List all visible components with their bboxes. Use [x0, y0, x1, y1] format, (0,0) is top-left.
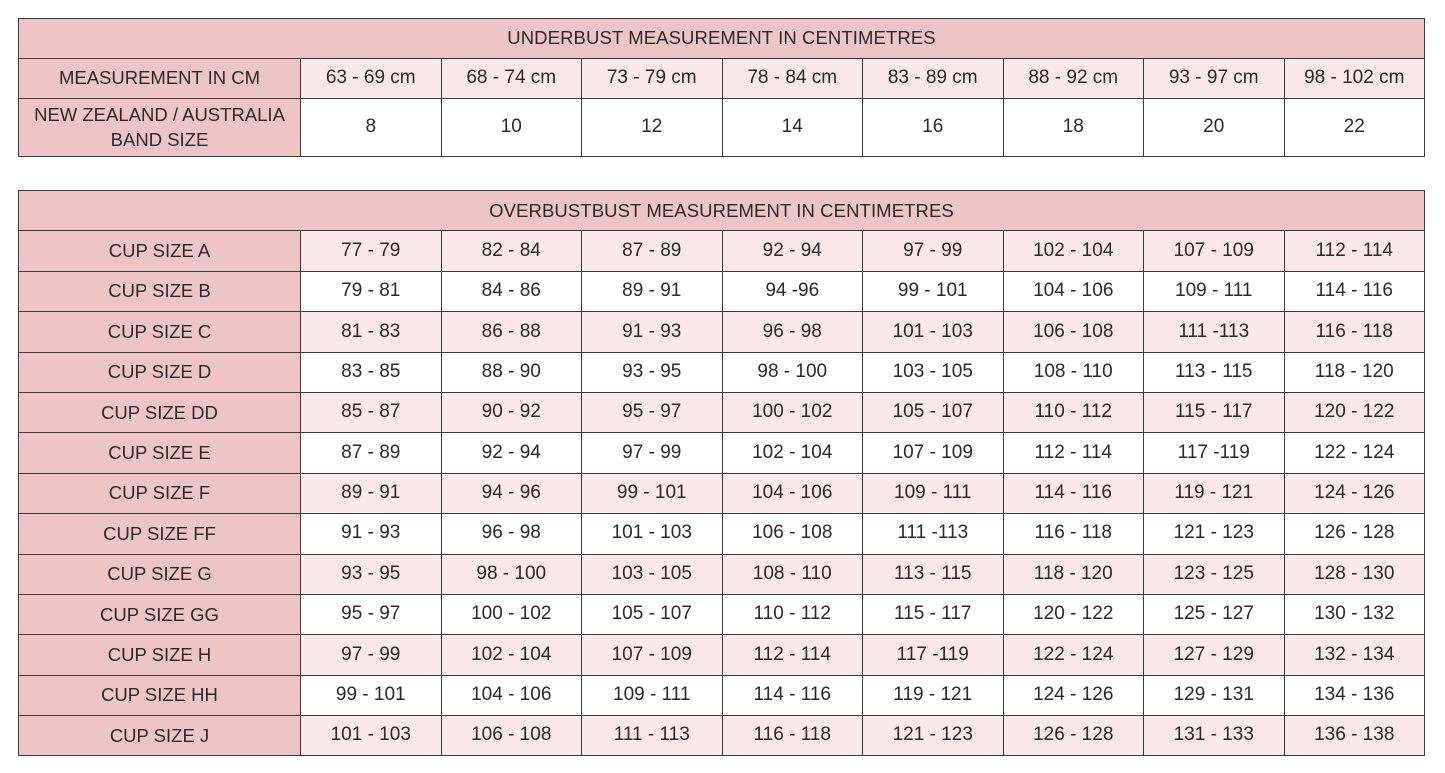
overbust-cell: 122 - 124 — [1284, 433, 1425, 473]
measurement-cell: 88 - 92 cm — [1003, 59, 1144, 99]
overbust-cell: 131 - 133 — [1144, 716, 1285, 756]
overbust-cell: 77 - 79 — [301, 231, 442, 271]
overbust-cell: 103 - 105 — [582, 554, 723, 594]
cup-size-row — [19, 716, 1425, 756]
overbust-cell: 97 - 99 — [301, 635, 442, 675]
overbust-cell: 101 - 103 — [301, 716, 442, 756]
cup-size-row — [19, 554, 1425, 594]
overbust-cell: 128 - 130 — [1284, 554, 1425, 594]
overbust-cell: 118 - 120 — [1003, 554, 1144, 594]
overbust-cell: 115 - 117 — [863, 594, 1004, 634]
overbust-cell: 110 - 112 — [722, 594, 863, 634]
overbust-cell: 105 - 107 — [582, 594, 723, 634]
overbust-cell: 99 - 101 — [301, 675, 442, 715]
overbust-cell: 120 - 122 — [1284, 392, 1425, 432]
overbust-cell: 129 - 131 — [1144, 675, 1285, 715]
overbust-cell: 84 - 86 — [441, 271, 582, 311]
overbust-cell: 124 - 126 — [1003, 675, 1144, 715]
overbust-cell: 112 - 114 — [1284, 231, 1425, 271]
cup-size-row — [19, 473, 1425, 513]
overbust-cell: 121 - 123 — [863, 716, 1004, 756]
measurement-row — [19, 59, 1425, 99]
overbust-cell: 104 - 106 — [441, 675, 582, 715]
overbust-cell: 97 - 99 — [863, 231, 1004, 271]
overbust-cell: 90 - 92 — [441, 392, 582, 432]
cup-size-label: CUP SIZE B — [19, 271, 301, 311]
cup-size-label: CUP SIZE FF — [19, 514, 301, 554]
overbust-cell: 92 - 94 — [441, 433, 582, 473]
overbust-cell: 108 - 110 — [1003, 352, 1144, 392]
overbust-cell: 102 - 104 — [1003, 231, 1144, 271]
overbust-cell: 127 - 129 — [1144, 635, 1285, 675]
overbust-cell: 91 - 93 — [301, 514, 442, 554]
overbust-cell: 136 - 138 — [1284, 716, 1425, 756]
overbust-cell: 111 -113 — [1144, 312, 1285, 352]
overbust-cell: 89 - 91 — [301, 473, 442, 513]
band-size-label-line2: BAND SIZE — [110, 128, 209, 150]
overbust-cell: 92 - 94 — [722, 231, 863, 271]
overbust-cell: 103 - 105 — [863, 352, 1004, 392]
overbust-cell: 114 - 116 — [722, 675, 863, 715]
overbust-cell: 119 - 121 — [863, 675, 1004, 715]
cup-size-row — [19, 271, 1425, 311]
overbust-title-row — [19, 191, 1425, 231]
overbust-cell: 117 -119 — [863, 635, 1004, 675]
overbust-cell: 96 - 98 — [441, 514, 582, 554]
cup-size-row — [19, 635, 1425, 675]
overbust-cell: 112 - 114 — [1003, 433, 1144, 473]
overbust-cell: 107 - 109 — [582, 635, 723, 675]
overbust-cell: 116 - 118 — [1003, 514, 1144, 554]
overbust-cell: 106 - 108 — [441, 716, 582, 756]
overbust-title: OVERBUSTBUST MEASUREMENT IN CENTIMETRES — [19, 191, 1425, 231]
overbust-cell: 97 - 99 — [582, 433, 723, 473]
cup-size-label: CUP SIZE G — [19, 554, 301, 594]
measurement-cell: 78 - 84 cm — [722, 59, 863, 99]
cup-size-row — [19, 312, 1425, 352]
band-size-cell: 8 — [301, 99, 442, 157]
overbust-cell: 121 - 123 — [1144, 514, 1285, 554]
overbust-cell: 106 - 108 — [1003, 312, 1144, 352]
cup-size-label: CUP SIZE J — [19, 716, 301, 756]
overbust-cell: 114 - 116 — [1284, 271, 1425, 311]
measurement-cell: 68 - 74 cm — [441, 59, 582, 99]
overbust-cell: 106 - 108 — [722, 514, 863, 554]
cup-size-label: CUP SIZE H — [19, 635, 301, 675]
overbust-cell: 105 - 107 — [863, 392, 1004, 432]
cup-size-label: CUP SIZE F — [19, 473, 301, 513]
band-size-cell: 18 — [1003, 99, 1144, 157]
cup-size-row — [19, 231, 1425, 271]
overbust-cell: 91 - 93 — [582, 312, 723, 352]
cup-size-row — [19, 514, 1425, 554]
overbust-cell: 81 - 83 — [301, 312, 442, 352]
cup-size-label: CUP SIZE DD — [19, 392, 301, 432]
underbust-title-row — [19, 19, 1425, 59]
overbust-cell: 119 - 121 — [1144, 473, 1285, 513]
band-size-cell: 10 — [441, 99, 582, 157]
overbust-cell: 79 - 81 — [301, 271, 442, 311]
overbust-cell: 123 - 125 — [1144, 554, 1285, 594]
cup-size-label: CUP SIZE E — [19, 433, 301, 473]
overbust-cell: 101 - 103 — [863, 312, 1004, 352]
overbust-cell: 115 - 117 — [1144, 392, 1285, 432]
overbust-cell: 113 - 115 — [1144, 352, 1285, 392]
overbust-cell: 101 - 103 — [582, 514, 723, 554]
underbust-title: UNDERBUST MEASUREMENT IN CENTIMETRES — [19, 19, 1425, 59]
overbust-cell: 116 - 118 — [1284, 312, 1425, 352]
overbust-cell: 118 - 120 — [1284, 352, 1425, 392]
overbust-cell: 107 - 109 — [863, 433, 1004, 473]
overbust-cell: 114 - 116 — [1003, 473, 1144, 513]
overbust-cell: 83 - 85 — [301, 352, 442, 392]
underbust-table — [18, 18, 1425, 157]
overbust-cell: 98 - 100 — [441, 554, 582, 594]
cup-size-label: CUP SIZE C — [19, 312, 301, 352]
overbust-cell: 125 - 127 — [1144, 594, 1285, 634]
overbust-cell: 122 - 124 — [1003, 635, 1144, 675]
overbust-cell: 87 - 89 — [301, 433, 442, 473]
cup-size-row — [19, 392, 1425, 432]
measurement-cell: 83 - 89 cm — [863, 59, 1004, 99]
overbust-cell: 108 - 110 — [722, 554, 863, 594]
overbust-cell: 104 - 106 — [722, 473, 863, 513]
overbust-cell: 134 - 136 — [1284, 675, 1425, 715]
measurement-label: MEASUREMENT IN CM — [19, 59, 301, 99]
band-size-label — [19, 99, 301, 157]
band-size-cell: 14 — [722, 99, 863, 157]
band-size-cell: 20 — [1144, 99, 1285, 157]
overbust-cell: 99 - 101 — [582, 473, 723, 513]
cup-size-label: CUP SIZE GG — [19, 594, 301, 634]
cup-size-row — [19, 433, 1425, 473]
cup-size-label: CUP SIZE HH — [19, 675, 301, 715]
cup-size-label: CUP SIZE A — [19, 231, 301, 271]
overbust-cell: 124 - 126 — [1284, 473, 1425, 513]
overbust-cell: 86 - 88 — [441, 312, 582, 352]
cup-size-row — [19, 594, 1425, 634]
overbust-cell: 98 - 100 — [722, 352, 863, 392]
overbust-cell: 102 - 104 — [722, 433, 863, 473]
overbust-cell: 126 - 128 — [1284, 514, 1425, 554]
overbust-cell: 130 - 132 — [1284, 594, 1425, 634]
overbust-cell: 93 - 95 — [582, 352, 723, 392]
overbust-table — [18, 190, 1425, 756]
measurement-cell: 63 - 69 cm — [301, 59, 442, 99]
band-size-label-line1: NEW ZEALAND / AUSTRALIA — [34, 104, 285, 126]
band-size-row — [19, 99, 1425, 157]
overbust-cell: 111 - 113 — [582, 716, 723, 756]
band-size-cell: 12 — [582, 99, 723, 157]
overbust-cell: 120 - 122 — [1003, 594, 1144, 634]
overbust-cell: 87 - 89 — [582, 231, 723, 271]
overbust-cell: 100 - 102 — [722, 392, 863, 432]
overbust-cell: 94 - 96 — [441, 473, 582, 513]
overbust-cell: 85 - 87 — [301, 392, 442, 432]
cup-size-label: CUP SIZE D — [19, 352, 301, 392]
overbust-cell: 99 - 101 — [863, 271, 1004, 311]
measurement-cell: 73 - 79 cm — [582, 59, 723, 99]
overbust-cell: 116 - 118 — [722, 716, 863, 756]
overbust-cell: 95 - 97 — [582, 392, 723, 432]
overbust-cell: 112 - 114 — [722, 635, 863, 675]
overbust-cell: 107 - 109 — [1144, 231, 1285, 271]
overbust-cell: 93 - 95 — [301, 554, 442, 594]
overbust-cell: 102 - 104 — [441, 635, 582, 675]
overbust-cell: 94 -96 — [722, 271, 863, 311]
overbust-cell: 96 - 98 — [722, 312, 863, 352]
overbust-cell: 109 - 111 — [582, 675, 723, 715]
cup-size-row — [19, 352, 1425, 392]
overbust-cell: 117 -119 — [1144, 433, 1285, 473]
overbust-cell: 89 - 91 — [582, 271, 723, 311]
overbust-cell: 88 - 90 — [441, 352, 582, 392]
cup-size-row — [19, 675, 1425, 715]
band-size-cell: 22 — [1284, 99, 1425, 157]
overbust-cell: 104 - 106 — [1003, 271, 1144, 311]
band-size-cell: 16 — [863, 99, 1004, 157]
overbust-cell: 82 - 84 — [441, 231, 582, 271]
overbust-cell: 109 - 111 — [863, 473, 1004, 513]
overbust-cell: 126 - 128 — [1003, 716, 1144, 756]
overbust-cell: 111 -113 — [863, 514, 1004, 554]
measurement-cell: 93 - 97 cm — [1144, 59, 1285, 99]
overbust-cell: 132 - 134 — [1284, 635, 1425, 675]
overbust-cell: 113 - 115 — [863, 554, 1004, 594]
measurement-cell: 98 - 102 cm — [1284, 59, 1425, 99]
overbust-cell: 110 - 112 — [1003, 392, 1144, 432]
overbust-cell: 109 - 111 — [1144, 271, 1285, 311]
overbust-cell: 95 - 97 — [301, 594, 442, 634]
overbust-cell: 100 - 102 — [441, 594, 582, 634]
